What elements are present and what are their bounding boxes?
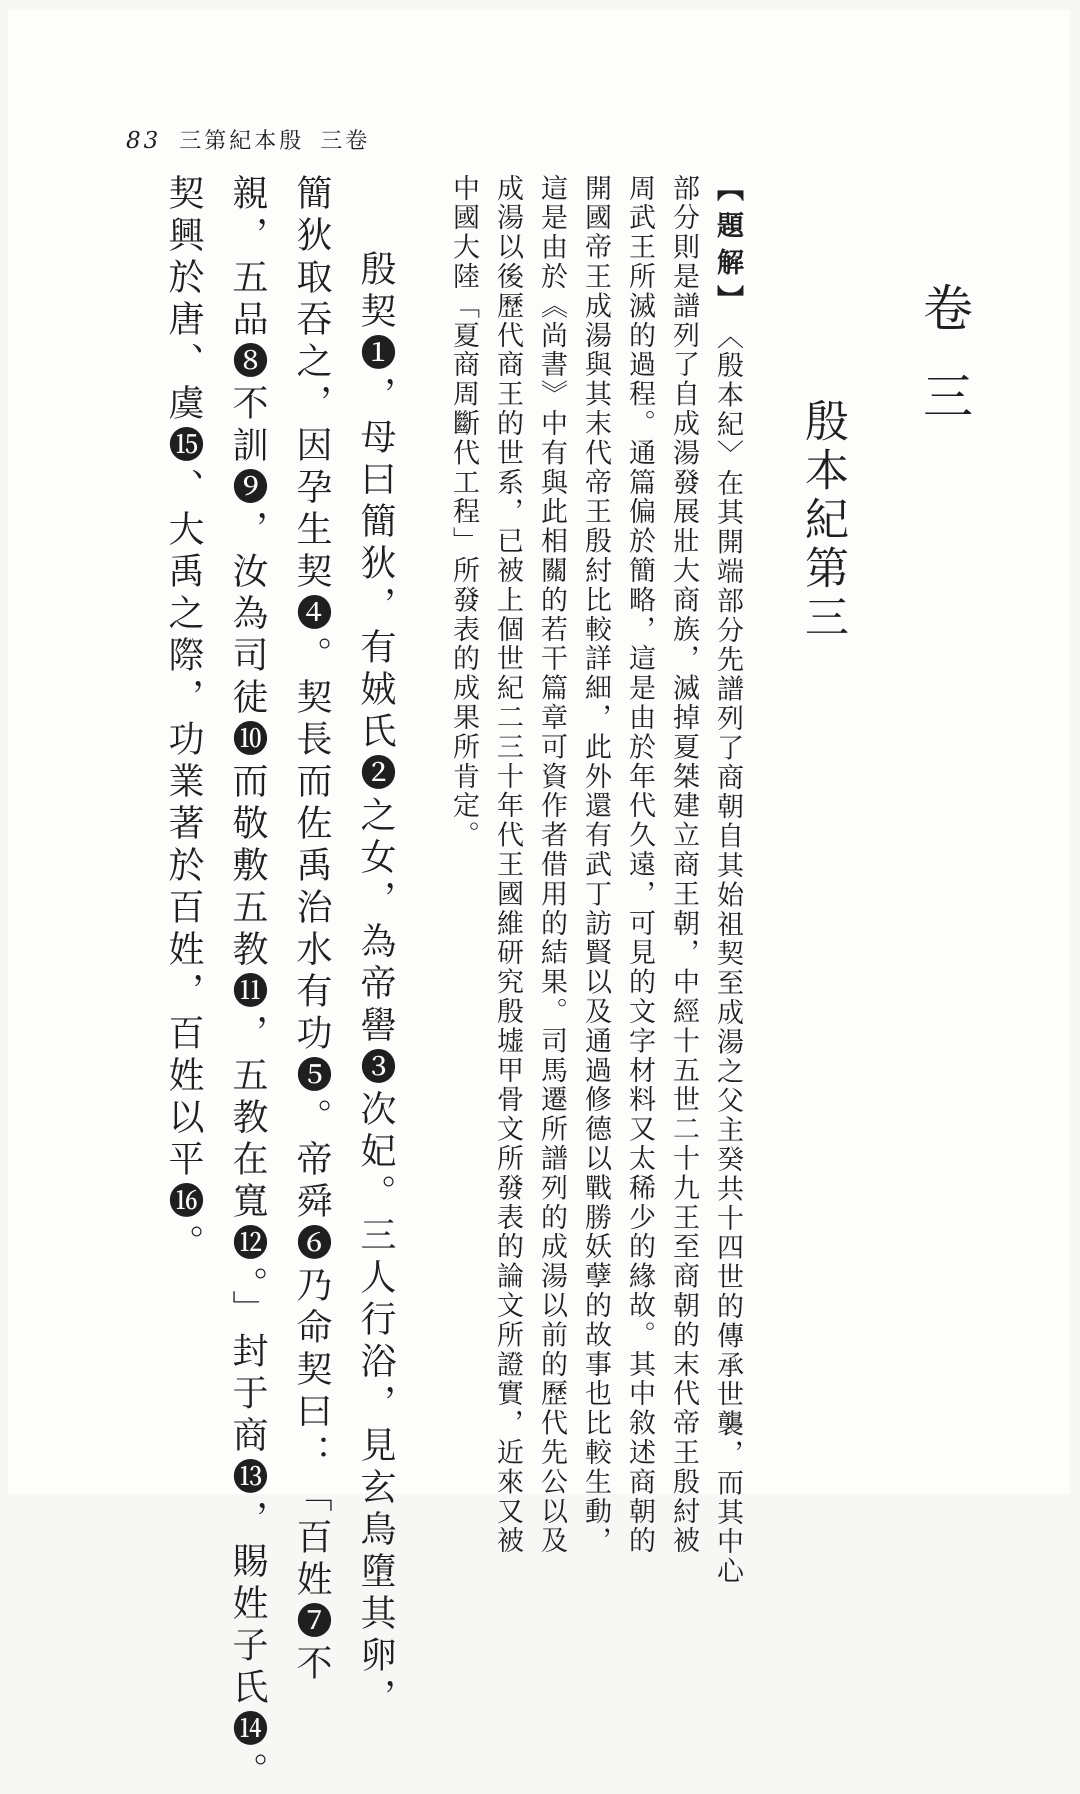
- header-volume: 三卷: [320, 129, 371, 154]
- intro-column: 部分則是譜列了自成湯發展壯大商族，滅掉夏桀建立商王朝，中經十五世二十九王至商朝的末代帝王殷紂被: [668, 174, 699, 1556]
- main-text-column: 簡狄取吞之，因孕生契❹。契長而佐禹治水有功❺。帝舜❻乃命契曰：「百姓❼不: [291, 174, 332, 1686]
- header-section: 三第紀本殷: [179, 129, 305, 154]
- intro-column: 成湯以後歷代商王的世系，已被上個世紀二三十年代王國維研究殷墟甲骨文所發表的論文所證實，近來又被: [492, 174, 523, 1556]
- main-text-column: 親，五品❽不訓❾，汝為司徒❿而敬敷五教⓫，五教在寬⓬。」封于商⓭，賜姓子氏⓮。: [227, 174, 268, 1794]
- chapter-title: 殷本紀第三: [797, 398, 848, 643]
- intro-column: 周武王所滅的過程。通篇偏於簡略，這是由於年代久遠，可見的文字材料又太稀少的緣故。其中敘述商朝的: [624, 174, 655, 1556]
- volume-title: 卷三: [915, 282, 973, 458]
- intro-column: 這是由於《尚書》中有與此相關的若干篇章可資作者借用的結果。司馬遷所譜列的成湯以前的歷代先公以及: [536, 174, 567, 1556]
- intro-column: 【題解】〈殷本紀〉在其開端部分先譜列了商朝自其始祖契至成湯之父主癸共十四世的傳承世襲，而其中心: [708, 174, 747, 1586]
- intro-column: 開國帝王成湯與其末代帝王殷紂比較詳細，此外還有武丁訪賢以及通過修德以戰勝妖孽的故事也比較生動，: [580, 174, 611, 1556]
- main-text-column: 殷契❶，母曰簡狄，有娀氏❷之女，為帝嚳❸次妃。三人行浴，見玄鳥墮其卵，: [355, 250, 396, 1720]
- running-header: [126, 124, 370, 155]
- page-number: 83: [126, 128, 162, 154]
- book-page: [8, 10, 1070, 1794]
- intro-section: [438, 174, 743, 1587]
- intro-column: 中國大陸「夏商周斷代工程」所發表的成果所肯定。: [448, 174, 479, 851]
- main-text-column: 契興於唐、虞⓯、大禹之際，功業著於百姓，百姓以平⓰。: [163, 174, 204, 1266]
- intro-label: 【題解】: [712, 174, 743, 322]
- main-text: [158, 174, 418, 1794]
